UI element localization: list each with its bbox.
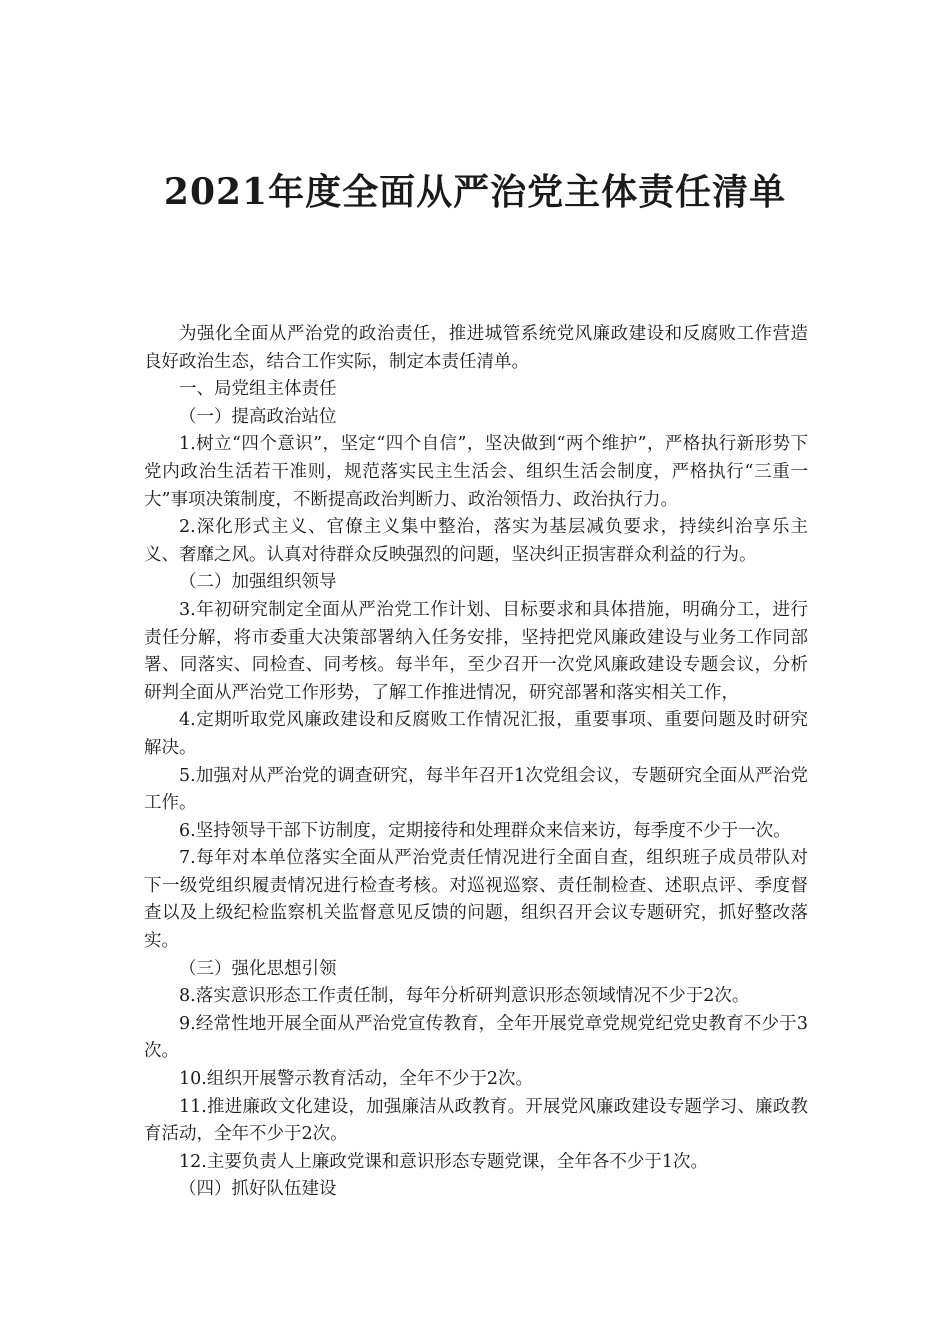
list-item-9: 9.经常性地开展全面从严治党宣传教育，全年开展党章党规党纪党史教育不少于3次。 bbox=[144, 1013, 808, 1062]
list-item-4: 4.定期听取党风廉政建设和反腐败工作情况汇报，重要事项、重要问题及时研究解决。 bbox=[144, 710, 808, 758]
subsection-heading-1: （一）提高政治站位 bbox=[179, 406, 337, 427]
subsection-heading-2: （二）加强组织领导 bbox=[179, 572, 337, 593]
subsection-heading-4: （四）抓好队伍建设 bbox=[179, 1179, 337, 1200]
list-item-1: 1.树立“四个意识”，坚定“四个自信”，坚决做到“两个维护”，严格执行新形势下党内政治生活若干准则，规范落实民主生活会、组织生活会制度，严格执行“三重一大”事项决策制度，不断提高政治判断力、政治领悟力、政治执行力。 bbox=[144, 434, 808, 510]
document-body bbox=[144, 321, 808, 1204]
section-heading-1: 一、局党组主体责任 bbox=[179, 379, 337, 400]
intro-paragraph: 为强化全面从严治党的政治责任，推进城管系统党风廉政建设和反腐败工作营造良好政治生态，结合工作实际，制定本责任清单。 bbox=[144, 324, 808, 372]
list-item-7: 7.每年对本单位落实全面从严治党责任情况进行全面自查，组织班子成员带队对下一级党组织履责情况进行检查考核。对巡视巡察、责任制检查、述职点评、季度督查以及上级纪检监察机关监督意见反馈的问题，组织召开会议专题研究，抓好整改落实。 bbox=[144, 848, 808, 952]
list-item-2: 2.深化形式主义、官僚主义集中整治，落实为基层减负要求，持续纠治享乐主义、奢靡之风。认真对待群众反映强烈的问题，坚决纠正损害群众利益的行为。 bbox=[144, 517, 808, 565]
document-title: 2021年度全面从严治党主体责任清单 bbox=[163, 171, 787, 213]
list-item-5: 5.加强对从严治党的调查研究，每半年召开1次党组会议，专题研究全面从严治党工作。 bbox=[144, 765, 808, 814]
list-item-8: 8.落实意识形态工作责任制，每年分析研判意识形态领域情况不少于2次。 bbox=[179, 986, 750, 1007]
list-item-6: 6.坚持领导干部下访制度，定期接待和处理群众来信来访，每季度不少于一次。 bbox=[179, 820, 791, 841]
list-item-3: 3.年初研究制定全面从严治党工作计划、目标要求和具体措施，明确分工，进行责任分解，将市委重大决策部署纳入任务安排，坚持把党风廉政建设与业务工作同部署、同落实、同检查、同考核。每半年，至少召开一次党风廉政建设专题会议，分析研判全面从严治党工作形势，了解工作推进情况，研究部署和落实相关工作， bbox=[144, 599, 808, 703]
subsection-heading-3: （三）强化思想引领 bbox=[179, 958, 337, 979]
list-item-11: 11.推进廉政文化建设，加强廉洁从政教育。开展党风廉政建设专题学习、廉政教育活动，全年不少于2次。 bbox=[144, 1096, 808, 1145]
list-item-10: 10.组织开展警示教育活动，全年不少于2次。 bbox=[179, 1069, 533, 1090]
list-item-12: 12.主要负责人上廉政党课和意识形态专题党课，全年各不少于1次。 bbox=[179, 1151, 708, 1172]
